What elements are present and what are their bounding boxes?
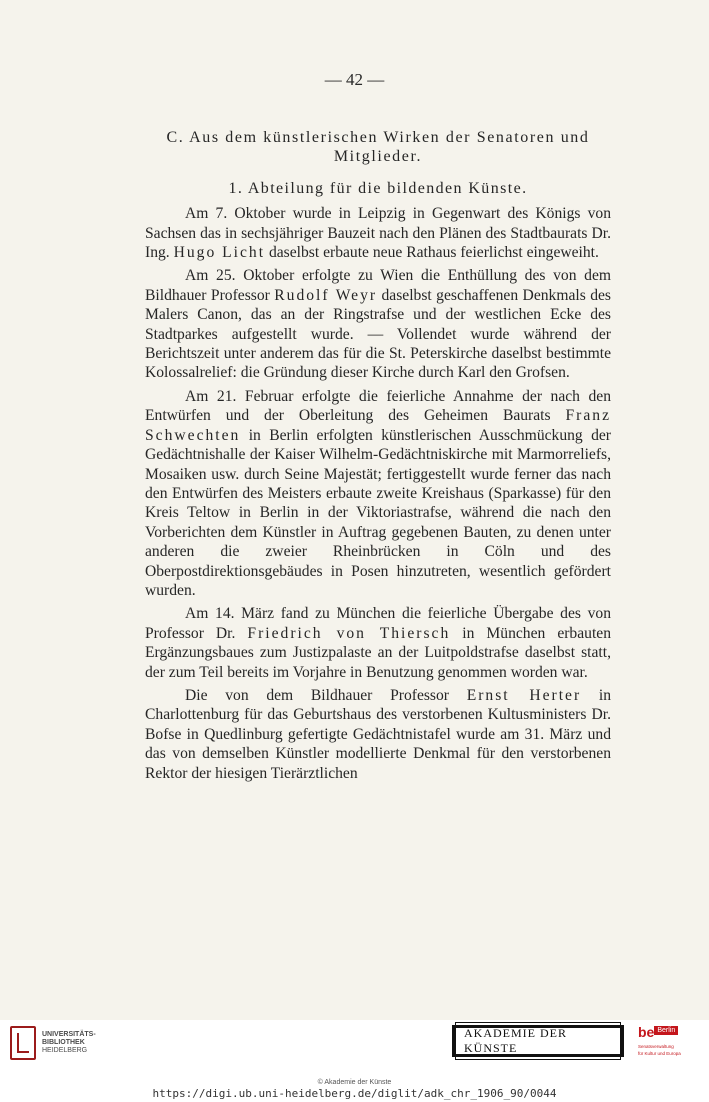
spaced-name: Ernst Herter — [466, 686, 582, 704]
paragraph-text: Am 21. Februar erfolgte die feierliche Annahme der nach den Entwürfen und der Oberleitung des Geheimen Baurats — [145, 387, 611, 425]
paragraph-text: in Charlottenburg für das Geburtshaus des verstorbenen Kultusministers Dr. Bofse in Quedlinburg gefertigte Gedächtnistafel wurde am 31. März und das von demselben Künstler modellierte Denkmal für den verstorbenen Rektor der hiesigen Tierärztlichen — [145, 686, 611, 782]
paragraph-text: Am 25. Oktober erfolgte zu Wien die Enthüllung des von dem Bildhauer Professor — [145, 267, 611, 304]
berlin-logo-small-2: für Kultur und Europa — [638, 1051, 681, 1056]
paragraph — [145, 387, 611, 600]
logo-line-2: BIBLIOTHEK — [42, 1039, 85, 1046]
paragraph — [145, 686, 611, 783]
akademie-stamp-text: AKADEMIE DER KÜNSTE — [455, 1022, 621, 1060]
berlin-logo-badge: Berlin — [654, 1026, 678, 1035]
text-block — [145, 128, 611, 787]
heidelberg-logo-icon — [10, 1026, 36, 1060]
paragraph-text: in Berlin erfolgten künstlerischen Ausschmückung der Gedächtnishalle der Kaiser Wilhelm-Gedächtniskirche mit Marmorreliefs, Mosaiken usw. durch Seine Majestät; fertiggestellt wurde ferner das nach den Entwürfen des Meisters erbaute zweite Kreishaus (Sparkasse) für den Kreis Teltow in Berlin in der Viktoriastrafse, während die nach den Vorberichten dem Künstler in Auftrag gegebenen Bauten, zu denen unter anderen die zweier Rheinbrücken in Cöln und des Oberpostdirektionsgebäudes in Posen hinzutreten, wesentlich gefördert wurden. — [145, 426, 611, 599]
logo-line-1: UNIVERSITÄTS- — [42, 1031, 96, 1038]
heidelberg-logo-text — [42, 1031, 96, 1055]
paragraph-text: daselbst erbaute neue Rathaus feierlichst eingeweiht. — [265, 244, 599, 262]
paragraph — [145, 604, 611, 682]
paragraph-text: Am 7. Oktober wurde in Leipzig in Gegenwart des Königs von Sachsen das in sechsjähriger Bauzeit nach den Plänen des Stadtbaurats Dr. Ing. — [145, 205, 611, 262]
paragraph — [145, 266, 611, 382]
spaced-name: Franz Schwechten — [145, 407, 611, 444]
akademie-stamp[interactable] — [452, 1025, 624, 1057]
section-heading: C. Aus dem künstlerischen Wirken der Senatoren und Mitglieder. — [166, 129, 590, 166]
spaced-name: Hugo Licht — [173, 244, 266, 262]
spaced-name: Rudolf Weyr — [274, 286, 378, 304]
paragraph-text: Am 14. März fand zu München die feierliche Übergabe des von Professor Dr. — [145, 605, 611, 642]
berlin-logo-small-1: Senatsverwaltung — [638, 1044, 674, 1049]
paragraph-text: in München erbauten Ergänzungsbaues zum Justizpalaste an der Luitpoldstrafse daselbst statt, der zum Teil bereits im Vorjahre in Benutzung genommen worden war. — [145, 624, 611, 681]
paragraph — [145, 204, 611, 262]
paragraph-text: Die von dem Bildhauer Professor — [185, 686, 467, 704]
paragraph-text: daselbst geschaffenen Denkmals des Malers Canon, das an der Ringstrafse und der westlichen Ecke des Stadtparkes aufgestellt wurde. — Vollendet wurde während der Berichtszeit unter anderem das für die St. Peterskirche daselbst bestimmte Kolossalrelief: die Gründung dieser Kirche durch Karl den Grofsen. — [145, 286, 611, 382]
paragraphs — [145, 204, 611, 783]
heidelberg-logo[interactable] — [10, 1024, 160, 1062]
copyright-notice: © Akademie der Künste — [317, 1079, 392, 1086]
berlin-logo[interactable] — [638, 1024, 700, 1064]
section-subheading: 1. Abteilung für die bildenden Künste. — [228, 179, 528, 197]
logo-line-3: HEIDELBERG — [42, 1047, 88, 1054]
berlin-logo-be: be — [638, 1024, 655, 1040]
page-number: — 42 — — [324, 70, 385, 89]
source-url[interactable]: https://digi.ub.uni-heidelberg.de/diglit/adk_chr_1906_90/0044 — [152, 1087, 557, 1100]
spaced-name: Friedrich von Thiersch — [247, 624, 451, 642]
